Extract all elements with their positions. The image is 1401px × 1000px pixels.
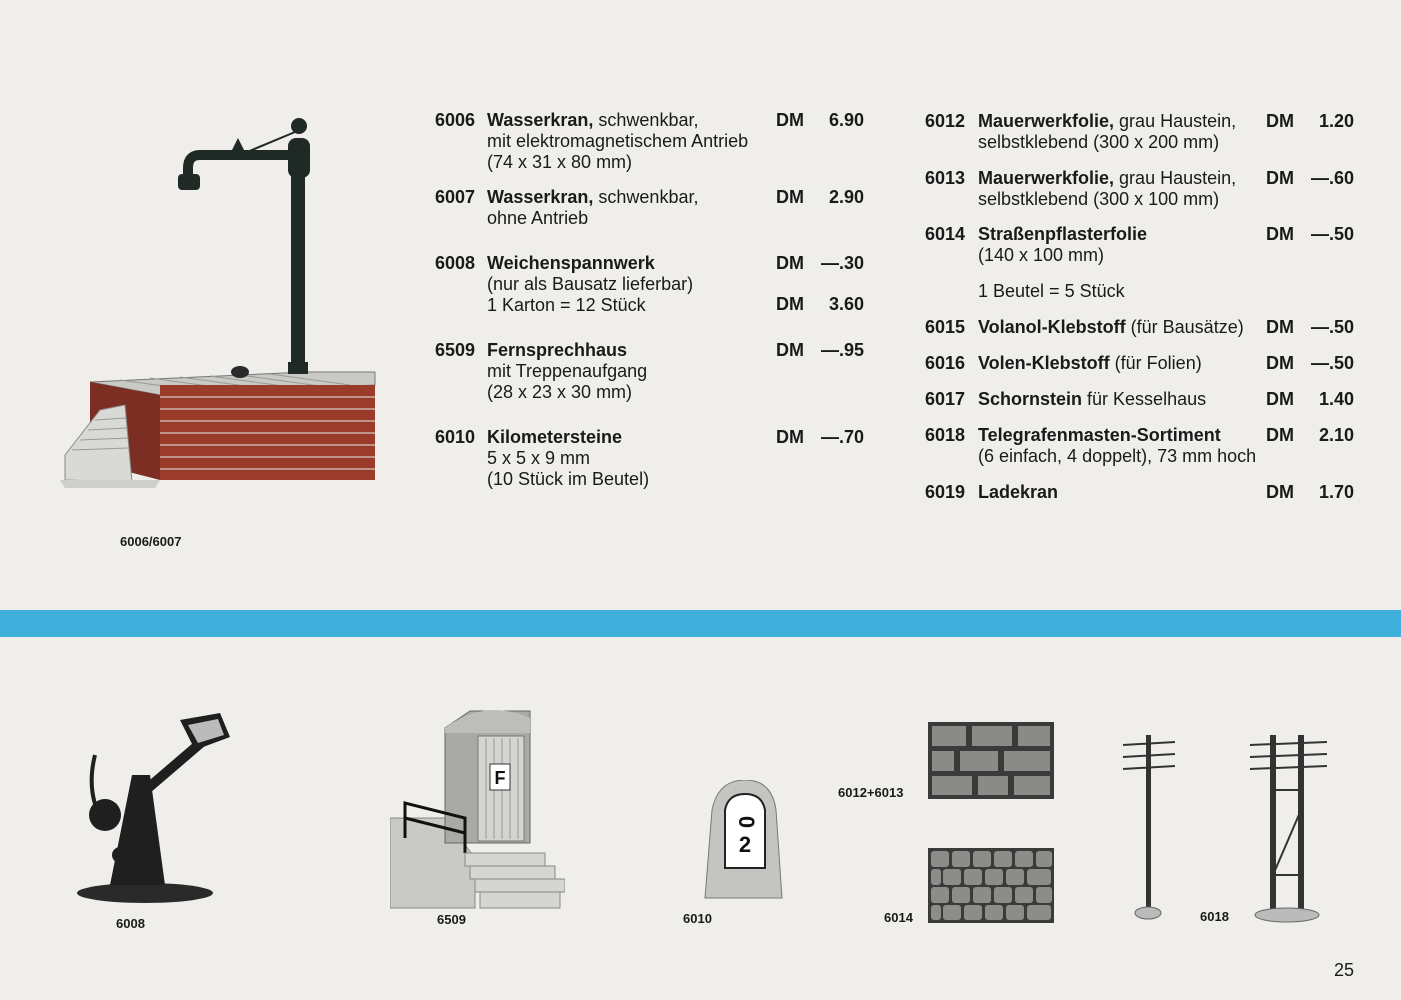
item-detail: (74 x 31 x 80 mm): [487, 152, 633, 172]
item-desc: grau Haustein,: [1114, 168, 1237, 188]
item-title: [487, 340, 627, 361]
milestone-caption: 6010: [683, 911, 712, 926]
poles-caption: 6018: [1200, 909, 1229, 924]
catalog-entry-6014: [925, 224, 1365, 304]
item-number: 6019: [925, 482, 966, 502]
currency-label: DM: [776, 110, 804, 130]
catalog-entry-6015: [925, 317, 1365, 341]
item-desc: grau Haustein,: [1114, 111, 1237, 131]
item-name: Weichenspannwerk: [487, 253, 655, 273]
item-price: —.50: [1310, 317, 1354, 337]
item-name: Kilometersteine: [487, 427, 623, 447]
item-number: 6509: [435, 340, 476, 360]
item-detail: selbstklebend (300 x 100 mm): [978, 189, 1220, 209]
catalog-entry-6012: [925, 111, 1365, 156]
currency-label: DM: [776, 187, 804, 207]
item-price-carton: 3.60: [828, 294, 864, 314]
paving-foil-swatch: [928, 848, 1054, 923]
item-name: Volanol-Klebstoff: [978, 317, 1126, 337]
item-desc: (für Folien): [1109, 353, 1202, 373]
item-price: —.50: [1310, 224, 1354, 244]
item-name: Ladekran: [978, 482, 1059, 502]
item-name: Wasserkran,: [487, 110, 594, 130]
item-detail: (28 x 23 x 30 mm): [487, 382, 633, 402]
item-number: 6013: [925, 168, 966, 188]
item-note: 1 Beutel = 5 Stück: [978, 281, 1125, 301]
item-title: [978, 353, 1202, 374]
item-price: 1.40: [1318, 389, 1354, 409]
catalog-entry-6017: [925, 389, 1365, 413]
item-title: [978, 389, 1206, 410]
item-number: 6007: [435, 187, 476, 207]
item-price: 1.20: [1318, 111, 1354, 131]
catalog-entry-6007: [435, 187, 875, 232]
item-detail: 1 Karton = 12 Stück: [487, 295, 646, 315]
catalog-entry-6006: [435, 110, 875, 175]
item-number: 6012: [925, 111, 966, 131]
item-number: 6015: [925, 317, 966, 337]
item-title: [978, 224, 1147, 245]
item-name: Wasserkran,: [487, 187, 594, 207]
currency-label: DM: [1266, 482, 1294, 502]
item-price: 2.90: [828, 187, 864, 207]
currency-label: DM: [1266, 353, 1294, 373]
item-price: —.70: [820, 427, 864, 447]
booth-letter: F: [494, 768, 506, 788]
item-desc: (für Bausätze): [1125, 317, 1244, 337]
item-desc: schwenkbar,: [593, 110, 699, 130]
phonebooth-caption: 6509: [437, 912, 466, 927]
currency-label: DM: [1266, 425, 1294, 445]
item-detail: selbstklebend (300 x 200 mm): [978, 132, 1220, 152]
item-price: 1.70: [1318, 482, 1354, 502]
milestone-digit: 0: [734, 815, 759, 829]
catalog-entry-6016: [925, 353, 1365, 377]
item-detail: mit Treppenaufgang: [487, 361, 648, 381]
item-number: 6010: [435, 427, 476, 447]
item-desc: für Kesselhaus: [1082, 389, 1207, 409]
item-number: 6017: [925, 389, 966, 409]
item-name: Straßenpflasterfolie: [978, 224, 1148, 244]
currency-label: DM: [776, 427, 804, 447]
item-detail: 5 x 5 x 9 mm: [487, 448, 591, 468]
item-detail: ohne Antrieb: [487, 208, 589, 228]
catalog-entry-6019: [925, 482, 1365, 506]
switch-caption: 6008: [116, 916, 145, 931]
currency-label: DM: [776, 294, 804, 314]
currency-label: DM: [1266, 168, 1294, 188]
item-price: —.60: [1310, 168, 1354, 188]
item-title: [487, 253, 655, 274]
currency-label: DM: [1266, 224, 1294, 244]
item-detail: (nur als Bausatz lieferbar): [487, 274, 694, 294]
item-name: Fernsprechhaus: [487, 340, 628, 360]
item-title: [978, 317, 1244, 338]
item-price: —.30: [820, 253, 864, 273]
catalog-entry-6509: [435, 340, 875, 405]
item-price: 2.10: [1318, 425, 1354, 445]
currency-label: DM: [1266, 111, 1294, 131]
item-detail: mit elektromagnetischem Antrieb: [487, 131, 749, 151]
item-name: Telegrafenmasten-Sortiment: [978, 425, 1221, 445]
item-title: [978, 168, 1236, 189]
item-name: Schornstein: [978, 389, 1083, 409]
currency-label: DM: [1266, 389, 1294, 409]
currency-label: DM: [1266, 317, 1294, 337]
phone-booth-illustration: [390, 708, 565, 913]
item-number: 6014: [925, 224, 966, 244]
item-name: Volen-Klebstoff: [978, 353, 1110, 373]
item-title: [978, 482, 1058, 503]
catalog-entry-6018: [925, 425, 1365, 470]
item-name: Mauerwerkfolie,: [978, 111, 1115, 131]
telegraph-poles-illustration: [1115, 730, 1340, 925]
paving-caption: 6014: [884, 910, 913, 925]
item-title: [978, 425, 1221, 446]
item-title: [487, 187, 698, 208]
item-title: [487, 110, 698, 131]
item-price: —.95: [820, 340, 864, 360]
item-number: 6006: [435, 110, 476, 130]
item-title: [978, 111, 1236, 132]
wall-foil-swatch: [928, 722, 1054, 799]
item-number: 6016: [925, 353, 966, 373]
catalog-entry-6008: [435, 253, 875, 318]
divider-band: [0, 610, 1401, 637]
water-crane-illustration: [60, 110, 390, 495]
item-detail: (6 einfach, 4 doppelt), 73 mm hoch: [978, 446, 1257, 466]
catalog-entry-6013: [925, 168, 1365, 213]
item-price: —.50: [1310, 353, 1354, 373]
catalog-entry-6010: [435, 427, 875, 492]
item-detail: (140 x 100 mm): [978, 245, 1105, 265]
currency-label: DM: [776, 253, 804, 273]
item-name: Mauerwerkfolie,: [978, 168, 1115, 188]
crane-caption: 6006/6007: [120, 534, 182, 549]
item-price: 6.90: [828, 110, 864, 130]
item-title: [487, 427, 622, 448]
wallfoil-caption: 6012+6013: [838, 785, 904, 800]
milestone-illustration: [700, 780, 785, 900]
switch-mechanism-illustration: [70, 705, 240, 905]
milestone-digit: 2: [738, 832, 752, 857]
item-desc: schwenkbar,: [593, 187, 699, 207]
item-number: 6008: [435, 253, 476, 273]
page-number: 25: [1334, 960, 1355, 980]
currency-label: DM: [776, 340, 804, 360]
item-detail: (10 Stück im Beutel): [487, 469, 650, 489]
item-number: 6018: [925, 425, 966, 445]
